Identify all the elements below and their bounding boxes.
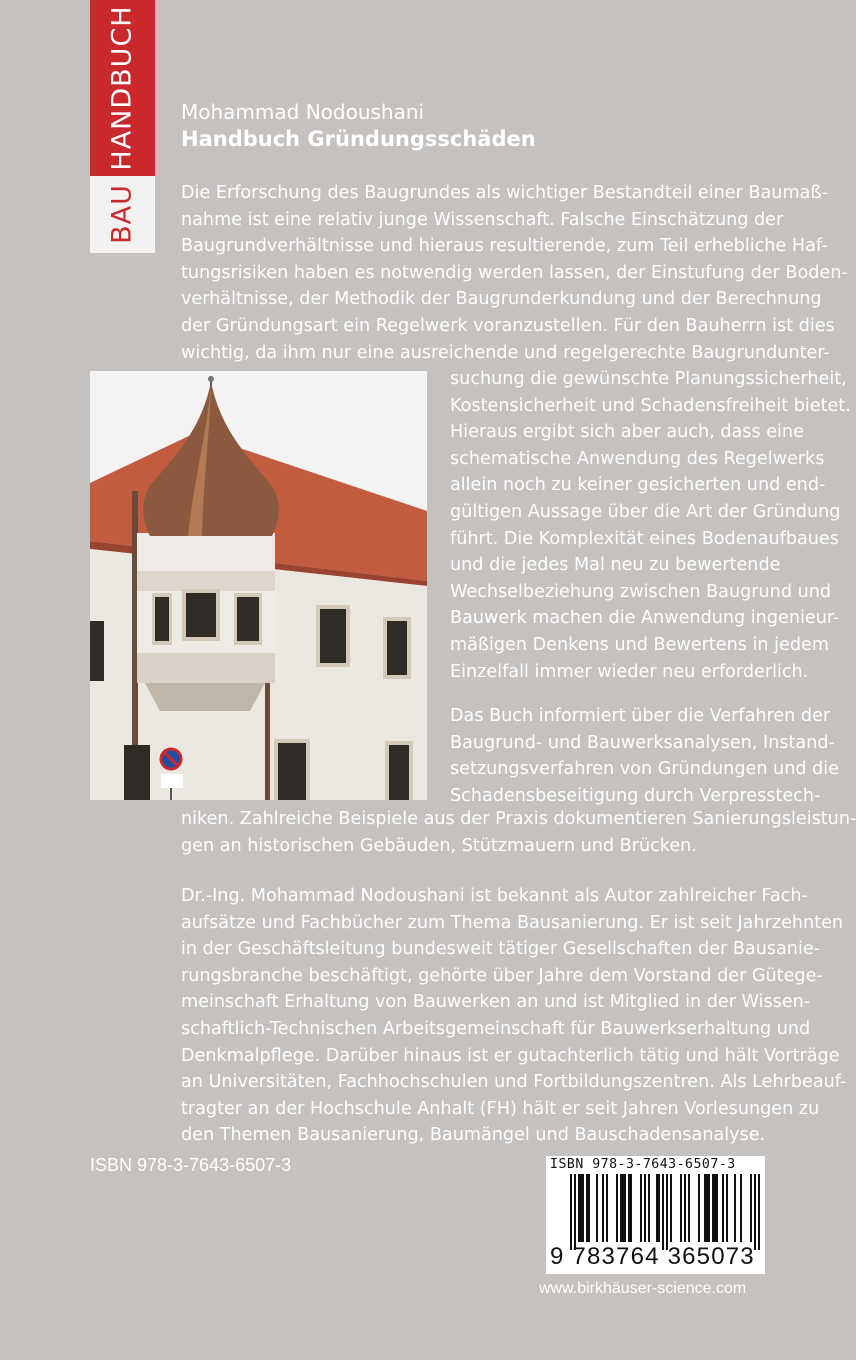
barcode-bar bbox=[722, 1174, 724, 1242]
barcode-bar bbox=[616, 1174, 618, 1242]
barcode-bar bbox=[620, 1174, 622, 1242]
barcode-bar bbox=[578, 1174, 580, 1242]
barcode-bar bbox=[662, 1174, 664, 1250]
barcode-bar bbox=[570, 1174, 572, 1250]
barcode-bar bbox=[680, 1174, 682, 1242]
barcode-bar bbox=[648, 1174, 650, 1242]
barcode-bar bbox=[670, 1174, 672, 1242]
paragraph-book-info-wrapped: Das Buch informiert über die Verfahren der Baugrund- und Bauwerksanalysen, Instand- setzungsverfahren von Gründungen und die Schadensbeseitigung durch Verpresstech- bbox=[450, 706, 840, 806]
barcode-bar bbox=[726, 1174, 728, 1242]
barcode-bar bbox=[754, 1174, 756, 1250]
barcode-bar bbox=[596, 1174, 598, 1242]
barcode-bar bbox=[630, 1174, 632, 1242]
series-label-handbuch: HANDBUCH bbox=[106, 5, 138, 171]
barcode-bar bbox=[580, 1174, 582, 1242]
barcode-bar bbox=[684, 1174, 686, 1242]
barcode-bar bbox=[688, 1174, 690, 1242]
series-label bbox=[90, 0, 155, 253]
barcode-bar bbox=[734, 1174, 736, 1242]
publisher-website: www.birkhäuser-science.com bbox=[539, 1280, 747, 1297]
barcode-bar bbox=[628, 1174, 630, 1242]
barcode-bar bbox=[640, 1174, 642, 1242]
barcode-bar bbox=[624, 1174, 626, 1242]
barcode-bar bbox=[740, 1174, 742, 1242]
barcode-bar bbox=[714, 1174, 716, 1242]
barcode-bar bbox=[706, 1174, 708, 1242]
barcode-bar bbox=[622, 1174, 624, 1242]
barcode bbox=[546, 1156, 765, 1274]
book-title: Handbuch Gründungsschäden bbox=[181, 127, 536, 151]
author-name: Mohammad Nodoushani bbox=[181, 100, 425, 124]
barcode-isbn-text: ISBN 978-3-7643-6507-3 bbox=[550, 1157, 736, 1172]
barcode-bar bbox=[586, 1174, 588, 1242]
barcode-bar bbox=[698, 1174, 700, 1242]
paragraph-book-info: niken. Zahlreiche Beispiele aus der Praxis dokumentieren Sanierungsleistun- gen an historischen Gebäuden, Stützmauern und Brücken. bbox=[181, 809, 856, 856]
barcode-bar bbox=[602, 1174, 604, 1242]
barcode-bar bbox=[574, 1174, 576, 1250]
barcode-bar bbox=[588, 1174, 590, 1242]
barcode-bar bbox=[658, 1174, 660, 1242]
isbn-label: ISBN 978-3-7643-6507-3 bbox=[90, 1155, 292, 1175]
barcode-bar bbox=[582, 1174, 584, 1242]
barcode-bar bbox=[704, 1174, 706, 1242]
paragraph-intro-wrapped: suchung die gewünschte Planungssicherheit, Kostensicherheit und Schadensfreiheit bietet. Hieraus ergibt sich aber auch, dass eine schematische Anwendung des Regelwerks allein noch zu keiner gesicherten und end- gültigen Aussage über die Art der Gründung führt. Die Komplexität eines Bodenaufbaues und die jedes Mal neu zu bewertende Wechselbeziehung zwischen Baugrund und Bauwerk machen die Anwendung ingenieur- mäßigen Denkens und Bewertens in jedem Einzelfall immer wieder neu erforderlich. bbox=[450, 369, 851, 682]
barcode-bar bbox=[644, 1174, 646, 1242]
barcode-digits: 9 783764 365073 bbox=[550, 1243, 755, 1270]
barcode-bar bbox=[656, 1174, 658, 1242]
barcode-bar bbox=[666, 1174, 668, 1250]
barcode-bar bbox=[712, 1174, 714, 1242]
paragraph-intro: Die Erforschung des Baugrundes als wichtiger Bestandteil einer Baumaß- nahme ist eine relativ junge Wissenschaft. Falsche Einschätzung der Baugrundverhältnisse und hieraus resultierende, zum Teil erhebliche Haf- tungsrisiken haben es notwendig werden lassen, der Einstufung der Boden- verhältnisse, der Methodik der Baugrunderkundung und der Berechnung der Gründungsart ein Regelwerk voranzustellen. Für den Bauherrn ist dies wichtig, da ihm nur eine ausreichende und regelgerechte Baugrundunter- bbox=[181, 183, 848, 363]
series-label-bau: BAU bbox=[106, 184, 138, 244]
barcode-bar bbox=[750, 1174, 752, 1242]
paragraph-author-bio: Dr.-Ing. Mohammad Nodoushani ist bekannt als Autor zahlreicher Fach- aufsätze und Fachbücher zum Thema Bausanierung. Er ist seit Jahrzehnten in der Geschäftsleitung bundesweit tätiger Gesellschaften der Bausanie- rungsbranche beschäftigt, gehörte über Jahre dem Vorstand der Gütege- meinschaft Erhaltung von Bauwerken an und ist Mitglied in der Wissen- schaftlich-Technischen Arbeitsgemeinschaft für Bauwerkserhaltung und Denkmalpflege. Darüber hinaus ist er gutachterlich tätig und hält Vorträge an Universitäten, Fachhochschulen und Fortbildungszentren. Als Lehrbeauf- tragter an der Hochschule Anhalt (FH) hält er seit Jahren Vorlesungen zu den Themen Bausanierung, Baumängel und Bauschadensanalyse. bbox=[181, 886, 847, 1146]
barcode-bar bbox=[716, 1174, 718, 1242]
barcode-bar bbox=[606, 1174, 608, 1242]
barcode-bar bbox=[758, 1174, 760, 1250]
barcode-bar bbox=[708, 1174, 710, 1242]
building-photo bbox=[90, 371, 427, 800]
